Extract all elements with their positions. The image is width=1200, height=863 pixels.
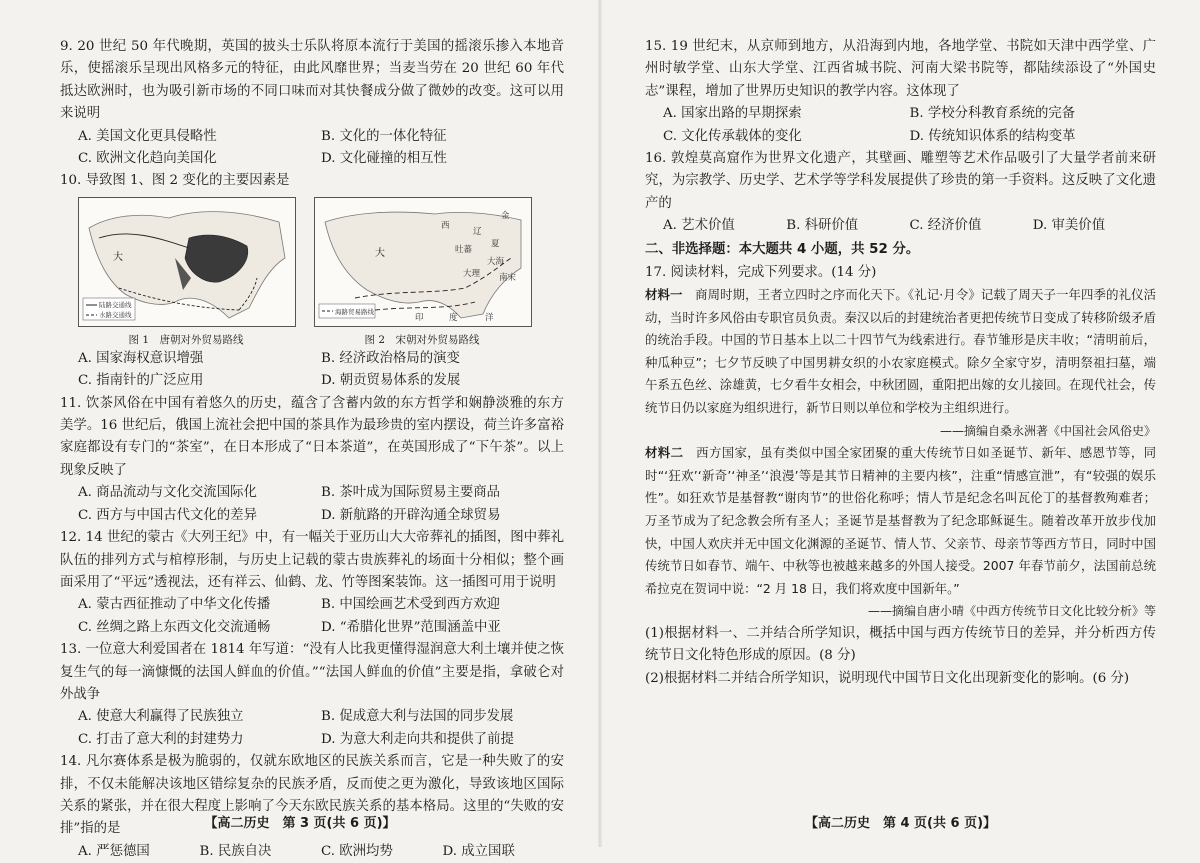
map2-label-du: 度 bbox=[449, 312, 458, 323]
question-17 bbox=[645, 262, 1156, 691]
map2-label-nansong: 南宋 bbox=[499, 272, 517, 283]
option-d: D. 传统知识体系的结构变革 bbox=[909, 128, 1076, 144]
map1-legend-land: 陆路交通线 bbox=[99, 300, 132, 309]
option-b: B. 科研价值 bbox=[786, 218, 859, 234]
page-3-footer: 【高二历史 第 3 页(共 6 页)】 bbox=[204, 816, 396, 831]
option-b: B. 促成意大利与法国的同步发展 bbox=[321, 709, 514, 725]
option-c: C. 西方与中国古代文化的差异 bbox=[78, 507, 257, 523]
map1-caption: 图 1 唐朝对外贸易路线 bbox=[128, 333, 244, 346]
question-15 bbox=[645, 36, 1156, 148]
option-c: C. 打击了意大利的封建势力 bbox=[78, 731, 244, 747]
map-figure-1 bbox=[78, 197, 294, 348]
question-14 bbox=[60, 751, 564, 863]
option-d: D. 新航路的开辟沟通全球贸易 bbox=[321, 507, 501, 523]
option-a: A. 国家出路的早期探索 bbox=[663, 106, 802, 122]
option-b: B. 学校分科教育系统的完备 bbox=[909, 106, 1076, 122]
question-11-stem: 11. 饮茶风俗在中国有着悠久的历史，蕴含了含蓄内敛的东方哲学和娴静淡雅的东方美学。16 世纪后，俄国上流社会把中国的茶具作为最珍贵的室内摆设，荷兰许多富裕家庭都设有专门的“茶室”，在日本形成了“日本茶道”，在英国形成了“下午茶”。以上现象反映了 bbox=[60, 395, 564, 478]
question-15-stem: 15. 19 世纪末，从京师到地方，从沿海到内地，各地学堂、书院如天津中西学堂、广州时敏学堂、山东大学堂、江西省城书院、河南大梁书院等，都陆续添设了“外国史志”课程，增加了世界历史知识的教学内容。这体现了 bbox=[645, 39, 1156, 99]
question-17-sub-2: (2)根据材料二并结合所学知识，说明现代中国节日文化出现新变化的影响。(6 分) bbox=[645, 670, 1130, 686]
material-1-source: ——摘编自桑永洲著《中国社会风俗史》 bbox=[939, 423, 1156, 438]
option-b: B. 茶叶成为国际贸易主要商品 bbox=[321, 485, 501, 501]
section-heading-2: 二、非选择题：本大题共 4 小题，共 52 分。 bbox=[645, 241, 920, 257]
question-11 bbox=[60, 393, 564, 527]
material-2-text: 西方国家，虽有类似中国全家团聚的重大传统节日如圣诞节、新年、感恩节等，同时“‘狂欢’‘新奇’‘神圣’‘浪漫’等是其节日精神的主要内核”，注重“情感宣泄”，有“较强的娱乐性”。如狂欢节是基督教“谢肉节”的世俗化称呼；情人节是纪念名叫瓦伦丁的基督教殉难者；万圣节成为了纪念教会所有圣人；圣诞节是基督教为了纪念耶稣诞生。随着改革开放步伐加快，中国人欢庆并无中国文化渊源的圣诞节、情人节、父亲节、母亲节等西方节日，同时中国传统节日如春节、端午、中秋等也被越来越多的外国人接受。2007 年春节前夕，法国前总统希拉克在贺词中说：“2 月 18 日，我们将欢度中国新年。” bbox=[645, 445, 1157, 596]
question-16 bbox=[645, 148, 1156, 238]
map2-label-da: 大 bbox=[375, 247, 385, 259]
option-a: A. 使意大利赢得了民族独立 bbox=[78, 709, 244, 725]
question-15-options bbox=[645, 103, 1156, 148]
material-2-title: 材料二 bbox=[645, 445, 684, 461]
page-4 bbox=[600, 0, 1200, 847]
option-a: A. 美国文化更具侵略性 bbox=[78, 128, 217, 144]
option-c: C. 经济价值 bbox=[909, 218, 982, 234]
song-trade-map bbox=[314, 197, 532, 327]
question-9-stem: 9. 20 世纪 50 年代晚期，英国的披头士乐队将原本流行于美国的摇滚乐掺入本地音乐，使摇滚乐呈现出风格多元的特征，由此风靡世界；当麦当劳在 20 世纪 60 年代抵达欧洲时，也为吸引新市场的不同口味而对其快餐成分做了微妙的改变。这可以用来说明 bbox=[60, 39, 564, 122]
question-10 bbox=[60, 170, 564, 392]
option-d: D. “希腊化世界”范围涵盖中亚 bbox=[321, 619, 501, 635]
tang-trade-map bbox=[78, 197, 296, 327]
map2-label-yang: 洋 bbox=[485, 312, 494, 323]
map2-legend: 海路贸易路线 bbox=[335, 307, 374, 316]
map-figure-2 bbox=[314, 197, 530, 348]
material-2-source: ——摘编自唐小晴《中西方传统节日文化比较分析》等 bbox=[867, 604, 1156, 619]
option-b: B. 经济政治格局的演变 bbox=[321, 350, 460, 366]
option-d: D. 朝贡贸易体系的发展 bbox=[321, 373, 461, 389]
option-c: C. 丝绸之路上东西文化交流通畅 bbox=[78, 619, 271, 635]
map2-label-liao: 辽 bbox=[473, 226, 482, 237]
question-17-sub-1: (1)根据材料一、二并结合所学知识，概括中国与西方传统节日的差异，并分析西方传统节日文化特色形成的原因。(8 分) bbox=[645, 625, 1156, 664]
material-1-title: 材料一 bbox=[645, 287, 683, 303]
map2-label-tubo: 吐蕃 bbox=[455, 244, 473, 255]
option-b: B. 民族自决 bbox=[199, 843, 272, 859]
option-a: A. 蒙古西征推动了中华文化传播 bbox=[78, 597, 271, 613]
option-d: D. 成立国联 bbox=[442, 843, 515, 859]
question-16-options bbox=[645, 215, 1156, 237]
map2-label-dahai: 大海 bbox=[487, 256, 505, 267]
question-11-options bbox=[60, 482, 564, 527]
option-d: D. 审美价值 bbox=[1032, 218, 1106, 234]
question-10-maps bbox=[60, 197, 564, 348]
material-1-text: 商周时期，王者立四时之序而化天下。《礼记·月令》记载了周天子一年四季的礼仪活动，当时许多风俗由专职官员负责。秦汉以后的封建统治者更把传统节日变成了转移阶级矛盾的统治手段。中国的节日基本上以二十四节气为线索进行。春节雏形是庆丰收；“清明前后，种瓜种豆”；七夕节反映了中国男耕女织的小农家庭模式。除夕全家守岁，清明祭祖扫墓，端午系五色丝、涂雄黄，七夕看牛女相会，中秋团圆，重阳把出嫁的女儿接回。在现代社会，传统节日仍以家庭为组织进行，新节日则以单位和学校为主组织进行。 bbox=[645, 287, 1157, 416]
question-9 bbox=[60, 36, 564, 170]
map1-label-da: 大 bbox=[113, 251, 123, 263]
option-d: D. 文化碰撞的相互性 bbox=[321, 151, 447, 167]
question-14-stem: 14. 凡尔赛体系是极为脆弱的，仅就东欧地区的民族关系而言，它是一种失败了的安排，不仅未能解决该地区错综复杂的民族矛盾，反而使之更为激化，导致该地区国际关系的紧张，并在很大程度上影响了今天东欧民族关系的基本格局。这里的“失败的安排”指的是 bbox=[60, 754, 564, 837]
map2-caption: 图 2 宋朝对外贸易路线 bbox=[364, 333, 480, 346]
question-13-options bbox=[60, 706, 564, 751]
map2-label-dali: 大理 bbox=[463, 268, 481, 279]
question-12 bbox=[60, 527, 564, 639]
page-3 bbox=[0, 0, 600, 859]
option-c: C. 欧洲文化趋向美国化 bbox=[78, 151, 217, 167]
option-a: A. 严惩德国 bbox=[78, 843, 150, 859]
question-12-options bbox=[60, 594, 564, 639]
option-a: A. 艺术价值 bbox=[663, 218, 735, 234]
material-2 bbox=[645, 442, 1156, 600]
map2-label-xia: 夏 bbox=[491, 238, 500, 249]
question-14-options bbox=[60, 841, 564, 863]
option-b: B. 文化的一体化特征 bbox=[321, 128, 447, 144]
option-a: A. 国家海权意识增强 bbox=[78, 350, 204, 366]
question-16-stem: 16. 敦煌莫高窟作为世界文化遗产，其壁画、雕塑等艺术作品吸引了大量学者前来研究，为宗教学、历史学、艺术学等学科发展提供了珍贵的第一手资料。这反映了文化遗产的 bbox=[645, 151, 1156, 211]
question-13-stem: 13. 一位意大利爱国者在 1814 年写道：“没有人比我更懂得湿润意大利土壤并使之恢复生气的每一滴慷慨的法国人鲜血的价值。”“法国人鲜血的价值”主要是指，拿破仑对外战争 bbox=[60, 642, 564, 702]
option-b: B. 中国绘画艺术受到西方欢迎 bbox=[321, 597, 501, 613]
option-c: C. 指南针的广泛应用 bbox=[78, 373, 204, 389]
option-a: A. 商品流动与文化交流国际化 bbox=[78, 485, 257, 501]
map1-legend-sea: 水路交通线 bbox=[99, 310, 132, 319]
option-c: C. 欧洲均势 bbox=[321, 843, 393, 859]
question-13 bbox=[60, 639, 564, 751]
question-10-stem: 10. 导致图 1、图 2 变化的主要因素是 bbox=[60, 173, 290, 189]
material-1 bbox=[645, 284, 1156, 420]
question-12-stem: 12. 14 世纪的蒙古《大列王纪》中，有一幅关于亚历山大大帝葬礼的插图，图中葬礼队伍的排列方式与棺椁形制，与历史上记载的蒙古贵族葬礼的场面十分相似；整个画面采用了“平远”透视法，还有祥云、仙鹤、龙、竹等图案装饰。这一插图可用于说明 bbox=[60, 530, 564, 590]
page-4-footer: 【高二历史 第 4 页(共 6 页)】 bbox=[804, 816, 997, 831]
question-10-options bbox=[60, 348, 564, 393]
question-9-options bbox=[60, 126, 564, 171]
option-d: D. 为意大利走向共和提供了前提 bbox=[321, 731, 514, 747]
option-c: C. 文化传承载体的变化 bbox=[663, 128, 802, 144]
map2-label-jin: 金 bbox=[501, 210, 510, 221]
map2-label-yin: 印 bbox=[415, 312, 424, 323]
question-17-stem: 17. 阅读材料，完成下列要求。(14 分) bbox=[645, 264, 877, 280]
map2-label-xi-real: 西 bbox=[441, 220, 450, 231]
